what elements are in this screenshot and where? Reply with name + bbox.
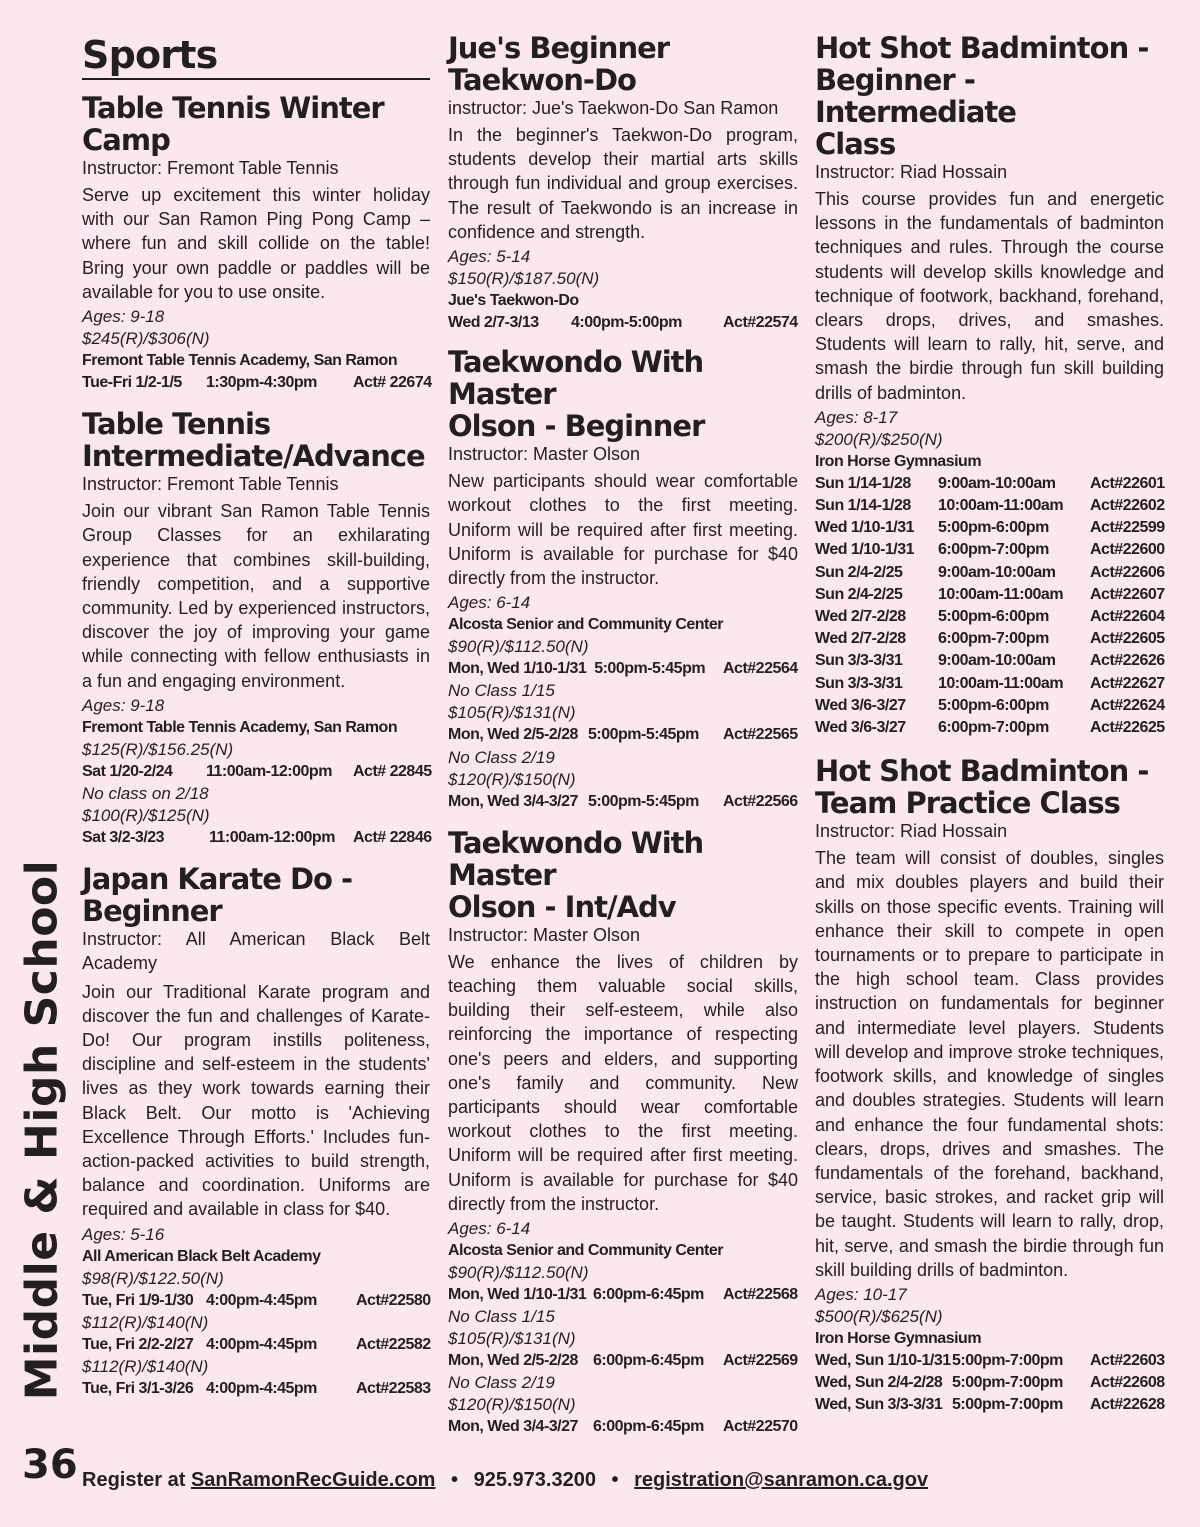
schedule-row: [448, 1416, 798, 1438]
schedule-act: Act#22606: [1090, 563, 1165, 581]
schedule-days: Tue, Fri 1/9-1/30: [82, 1291, 194, 1309]
course-title: Hot Shot Badminton - Beginner - Intermediate Class: [815, 31, 1149, 161]
schedule-time: 11:00am-12:00pm: [209, 829, 335, 847]
schedule-days-time: Mon, Wed 1/10-1/31 5:00pm-5:45pm: [448, 660, 706, 678]
schedule-time: 5:00pm-5:45pm: [588, 792, 699, 810]
schedule-act: Act#22607: [1090, 585, 1165, 603]
schedule-days: Sun 1/14-1/28: [815, 474, 911, 492]
schedule-row: [815, 1350, 1164, 1372]
schedule-days: Mon, Wed 3/4-3/27: [448, 1418, 578, 1436]
course-ages: Ages: 8-17: [815, 407, 898, 427]
course-description: We enhance the lives of children by teaching them valuable social skills, building their self-esteem, while also reinforcing the importance of respecting one's peers and elders, and supporting one's family and community. New participants should wear comfortable workout clothes to the first meeting. Uniform will be required after first meeting. Uniform is available for purchase for $40 directly from the instructor.: [448, 951, 798, 1214]
course-location: Iron Horse Gymnasium: [815, 452, 982, 470]
schedule-days: Wed 1/10-1/31: [815, 541, 915, 559]
schedule-act: Act#22608: [1090, 1374, 1165, 1392]
schedule-days: Sun 3/3-3/31: [815, 674, 903, 692]
course-table-tennis-intermediate: [82, 408, 430, 849]
schedule-row: [815, 495, 1164, 517]
course-ages: Ages: 9-18: [82, 307, 165, 327]
course-fee: $100(R)/$125(N): [82, 806, 210, 826]
course-instructor: Instructor: Fremont Table Tennis: [82, 474, 339, 495]
page-number: 36: [22, 1442, 78, 1488]
course-description: This course provides fun and energetic lessons in the fundamentals of badminton techniques and rules. Through the course students will develop skills knowledge and technique of footwork, backhand, forehand, clears drops, drives, and smashes. Students will learn to rally, hit, serve, and smash the birdie through fun skill building drills of badminton.: [815, 189, 1164, 403]
course-instructor: instructor: Jue's Taekwon-Do San Ramon: [448, 98, 779, 118]
course-jues-taekwondo: [448, 32, 798, 334]
course-location: Jue's Taekwon-Do: [448, 292, 579, 310]
course-description: Join our Traditional Karate program and discover the fun and challenges of Karate-Do! Our program instills politeness, discipline and self-esteem in the students' lives as they work towards earning their Black Belt. Our motto is 'Achieving Excellence Through Efforts.' Includes fun-action-packed activities to build strength, balance and coordination. Uniforms are required and available in class for $40.: [82, 981, 430, 1220]
schedule-row: [815, 628, 1164, 650]
course-badminton-beginner: [815, 32, 1164, 739]
schedule-act: Act#22565: [723, 726, 798, 744]
schedule-row: [82, 1378, 430, 1400]
schedule-time: 6:00pm-6:45pm: [593, 1286, 704, 1304]
schedule-time: 10:00am-11:00am: [938, 497, 1064, 515]
schedule-time: 9:00am-10:00am: [938, 563, 1056, 581]
course-title: Taekwondo With Master Olson - Int/Adv: [448, 825, 704, 924]
column-middle: [448, 32, 798, 1439]
schedule-row: [448, 1284, 798, 1306]
schedule-row: [815, 1372, 1164, 1394]
schedule-act: Act#22602: [1090, 497, 1165, 515]
course-taekwondo-olson-beginner: [448, 346, 798, 813]
schedule-time: 5:00pm-7:00pm: [952, 1374, 1063, 1392]
schedule-days: Wed 3/6-3/27: [815, 696, 906, 714]
course-instructor: Instructor: Riad Hossain: [815, 162, 1008, 182]
schedule-act: Act#22580: [356, 1291, 431, 1309]
course-fee: $245(R)/$306(N): [82, 329, 210, 349]
course-note: No Class 1/15: [448, 681, 555, 701]
schedule-time: 6:00pm-6:45pm: [593, 1352, 704, 1370]
course-instructor: Instructor: Riad Hossain: [815, 821, 1008, 842]
schedule-row: [815, 562, 1164, 584]
schedule-row: [815, 517, 1164, 539]
schedule-act: Act#22568: [723, 1286, 798, 1304]
schedule-time: 9:00am-10:00am: [938, 474, 1056, 492]
schedule-time: 9:00am-10:00am: [938, 652, 1056, 670]
schedule-time: 1:30pm-4:30pm: [206, 374, 317, 392]
schedule-row: [82, 761, 430, 783]
course-description: Join our vibrant San Ramon Table Tennis Group Classes for an exhilarating experience that combines skill-building, friendly competition, and a supportive community. Led by experienced instructors, discover the joy of improving your game while connecting with fellow enthusiasts in a fun and engaging environment.: [82, 501, 430, 691]
schedule-act: Act#22604: [1090, 608, 1165, 626]
course-fee: $90(R)/$112.50(N): [448, 1263, 589, 1283]
course-japan-karate: [82, 863, 430, 1400]
course-title: Japan Karate Do - Beginner: [82, 862, 353, 929]
schedule-row: [448, 724, 798, 746]
schedule-act: Act#22627: [1090, 674, 1165, 692]
schedule-act: Act#22570: [723, 1418, 798, 1436]
schedule-act: Act# 22845: [353, 762, 432, 780]
schedule-days: Sat 1/20-2/24: [82, 762, 173, 780]
schedule-days: Mon, Wed 2/5-2/28: [448, 1352, 578, 1370]
course-title: Table Tennis Winter Camp: [82, 91, 384, 157]
course-description: New participants should wear comfortable workout clothes to the first meeting. Uniform will be required after first meeting. Uniform is available for purchase for $40 directly from the instructor.: [448, 471, 798, 589]
schedule-table: [815, 473, 1164, 739]
schedule-days: Sun 2/4-2/25: [815, 563, 903, 581]
schedule-time: 5:00pm-7:00pm: [952, 1396, 1063, 1414]
course-title: Table Tennis Intermediate/Advance: [82, 407, 425, 474]
schedule-days: Sun 3/3-3/31: [815, 652, 903, 670]
course-fee: $150(R)/$187.50(N): [448, 269, 600, 289]
schedule-act: Act#22625: [1090, 719, 1165, 737]
course-ages: Ages: 10-17: [815, 1284, 907, 1304]
schedule-act: Act# 22846: [353, 829, 432, 847]
schedule-row: [448, 312, 798, 334]
course-fee: $98(R)/$122.50(N): [82, 1268, 224, 1288]
schedule-row: [448, 791, 798, 813]
course-fee: $112(R)/$140(N): [82, 1312, 209, 1332]
column-left: [82, 32, 430, 1400]
schedule-act: Act#22600: [1090, 541, 1165, 559]
schedule-time: 4:00pm-4:45pm: [206, 1335, 317, 1353]
schedule-time: 4:00pm-4:45pm: [206, 1291, 317, 1309]
schedule-row: [82, 372, 430, 394]
course-fee: $90(R)/$112.50(N): [448, 637, 589, 657]
course-description: Serve up excitement this winter holiday with our San Ramon Ping Pong Camp – where fun and skill collide on the table! Bring your own paddle or paddles will be available for you to use onsite.: [82, 185, 430, 302]
schedule-time: 6:00pm-7:00pm: [938, 719, 1049, 737]
schedule-row: [82, 1334, 430, 1356]
footer-register-label: Register at: [82, 1469, 186, 1491]
schedule-act: Act#22583: [356, 1380, 431, 1398]
schedule-time: 5:00pm-5:45pm: [588, 726, 699, 744]
schedule-act: Act#22624: [1090, 696, 1165, 714]
course-fee: $500(R)/$625(N): [815, 1306, 943, 1326]
course-taekwondo-olson-intadv: [448, 827, 798, 1439]
course-ages: Ages: 6-14: [448, 593, 531, 613]
schedule-act: Act#22564: [723, 660, 798, 678]
course-location: Alcosta Senior and Community Center: [448, 1242, 723, 1260]
course-note: No Class 2/19: [448, 747, 555, 767]
course-description: The team will consist of doubles, singles and mix doubles players and build their skills on those specific events. Training will enhance their skill to compete in open tournaments or to prepare to participate in the high school team. Class provides instruction on fundamentals for beginner and intermediate level players. Students will develop and improve stroke techniques, footwork skills, and knowledge of singles and doubles strategies. Students will learn and enhance the four fundamental shots: clears, drops, drives and smashes. The fundamentals of the forehand, backhand, service, basic strokes, and racket grip will be taught. Students will learn to rally, drop, hit, serve, and smash the birdie through fun skill building drills of badminton.: [815, 848, 1164, 1280]
course-note: No class on 2/18: [82, 784, 209, 804]
schedule-row: [82, 827, 430, 849]
footer-email-link[interactable]: registration@sanramon.ca.gov: [634, 1469, 929, 1491]
schedule-row: [815, 606, 1164, 628]
schedule-act: Act#22566: [723, 792, 798, 810]
schedule-row: [815, 473, 1164, 495]
schedule-days: Tue-Fri 1/2-1/5: [82, 374, 182, 392]
schedule-row: [815, 717, 1164, 739]
schedule-days: Wed 2/7-3/13: [448, 314, 539, 332]
course-fee: $105(R)/$131(N): [448, 1329, 576, 1349]
course-note: No Class 1/15: [448, 1307, 555, 1327]
schedule-time: 4:00pm-5:00pm: [571, 314, 682, 332]
schedule-days: Wed, Sun 1/10-1/31: [815, 1351, 951, 1369]
schedule-row: [448, 1350, 798, 1372]
schedule-time: 6:00pm-6:45pm: [593, 1418, 704, 1436]
schedule-days: Wed 2/7-2/28: [815, 608, 906, 626]
schedule-time: 6:00pm-7:00pm: [938, 541, 1049, 559]
course-fee: $125(R)/$156.25(N): [82, 739, 234, 759]
course-title: Taekwondo With Master Olson - Beginner: [448, 345, 705, 444]
course-location: Fremont Table Tennis Academy, San Ramon: [82, 718, 398, 736]
schedule-act: Act#22569: [723, 1352, 798, 1370]
schedule-time: 5:00pm-6:00pm: [938, 608, 1049, 626]
schedule-days: Sun 2/4-2/25: [815, 585, 903, 603]
course-location: All American Black Belt Academy: [82, 1247, 321, 1265]
schedule-row: [815, 673, 1164, 695]
schedule-act: Act#22601: [1090, 474, 1165, 492]
schedule-act: Act#22628: [1090, 1396, 1165, 1414]
schedule-act: Act#22574: [723, 314, 798, 332]
schedule-row: [82, 1290, 430, 1312]
schedule-days: Tue, Fri 3/1-3/26: [82, 1380, 194, 1398]
schedule-act: Act#22603: [1090, 1351, 1165, 1369]
column-right: [815, 32, 1164, 1417]
schedule-days: Wed 2/7-2/28: [815, 630, 906, 648]
schedule-days: Mon, Wed 3/4-3/27: [448, 792, 578, 810]
course-table-tennis-winter-camp: [82, 92, 430, 394]
schedule-act: Act#22605: [1090, 630, 1165, 648]
schedule-row: [815, 584, 1164, 606]
schedule-time: 5:00pm-7:00pm: [952, 1351, 1063, 1369]
footer-separator: •: [611, 1469, 619, 1491]
schedule-days: Wed 3/6-3/27: [815, 719, 906, 737]
course-location: Iron Horse Gymnasium: [815, 1329, 982, 1347]
course-ages: Ages: 5-16: [82, 1224, 165, 1244]
course-description: In the beginner's Taekwon-Do program, students develop their martial arts skills through fun individual and group exercises. The result of Taekwondo is an increase in confidence and strength.: [448, 125, 798, 242]
schedule-row: [815, 539, 1164, 561]
schedule-time: 11:00am-12:00pm: [206, 762, 332, 780]
schedule-act: Act#22626: [1090, 652, 1165, 670]
course-title: Hot Shot Badminton - Team Practice Class: [815, 754, 1149, 821]
schedule-act: Act# 22674: [353, 374, 432, 392]
course-badminton-team: [815, 755, 1164, 1416]
schedule-days: Mon, Wed 1/10-1/31: [448, 1286, 587, 1304]
schedule-row: [815, 695, 1164, 717]
course-fee: $200(R)/$250(N): [815, 429, 943, 449]
course-location: Alcosta Senior and Community Center: [448, 616, 723, 634]
course-ages: Ages: 6-14: [448, 1219, 531, 1239]
schedule-time: 5:00pm-6:00pm: [938, 519, 1049, 537]
course-note: No Class 2/19: [448, 1373, 555, 1393]
footer-phone: 925.973.3200: [473, 1469, 596, 1491]
schedule-days: Sun 1/14-1/28: [815, 497, 911, 515]
schedule-time: 4:00pm-4:45pm: [206, 1380, 317, 1398]
schedule-days: Wed, Sun 3/3-3/31: [815, 1396, 943, 1414]
schedule-table: [815, 1350, 1164, 1417]
course-title: Jue's Beginner Taekwon-Do: [448, 31, 670, 97]
schedule-time: 6:00pm-7:00pm: [938, 630, 1049, 648]
side-tab-label: Middle & High School: [16, 859, 68, 1401]
course-fee: $105(R)/$131(N): [448, 703, 576, 723]
footer-website-link[interactable]: SanRamonRecGuide.com: [190, 1469, 436, 1491]
course-location: Fremont Table Tennis Academy, San Ramon: [82, 352, 398, 370]
course-instructor: Instructor: Fremont Table Tennis: [82, 158, 339, 178]
course-fee: $112(R)/$140(N): [82, 1357, 209, 1377]
schedule-days: Wed, Sun 2/4-2/28: [815, 1374, 943, 1392]
footer: [82, 1464, 928, 1496]
schedule-act: Act#22582: [356, 1335, 431, 1353]
schedule-days: Tue, Fri 2/2-2/27: [82, 1335, 194, 1353]
schedule-days: Mon, Wed 2/5-2/28: [448, 726, 578, 744]
side-tab: [14, 859, 70, 1401]
schedule-row: [815, 1394, 1164, 1416]
course-instructor: Instructor: All American Black Belt Academy: [82, 929, 430, 974]
schedule-time: 10:00am-11:00am: [938, 674, 1064, 692]
course-fee: $120(R)/$150(N): [448, 1395, 576, 1415]
footer-separator: •: [451, 1469, 459, 1491]
schedule-act: Act#22599: [1090, 519, 1165, 537]
schedule-time: 5:00pm-6:00pm: [938, 696, 1049, 714]
schedule-time: 10:00am-11:00am: [938, 585, 1064, 603]
course-instructor: Instructor: Master Olson: [448, 444, 641, 465]
course-instructor: Instructor: Master Olson: [448, 924, 641, 945]
course-fee: $120(R)/$150(N): [448, 769, 576, 789]
schedule-days: Sat 3/2-3/23: [82, 829, 165, 847]
schedule-row: [815, 650, 1164, 672]
course-ages: Ages: 9-18: [82, 695, 165, 715]
schedule-days: Wed 1/10-1/31: [815, 519, 915, 537]
section-heading: Sports: [82, 32, 430, 80]
schedule-row: [448, 658, 798, 680]
course-ages: Ages: 5-14: [448, 247, 531, 267]
